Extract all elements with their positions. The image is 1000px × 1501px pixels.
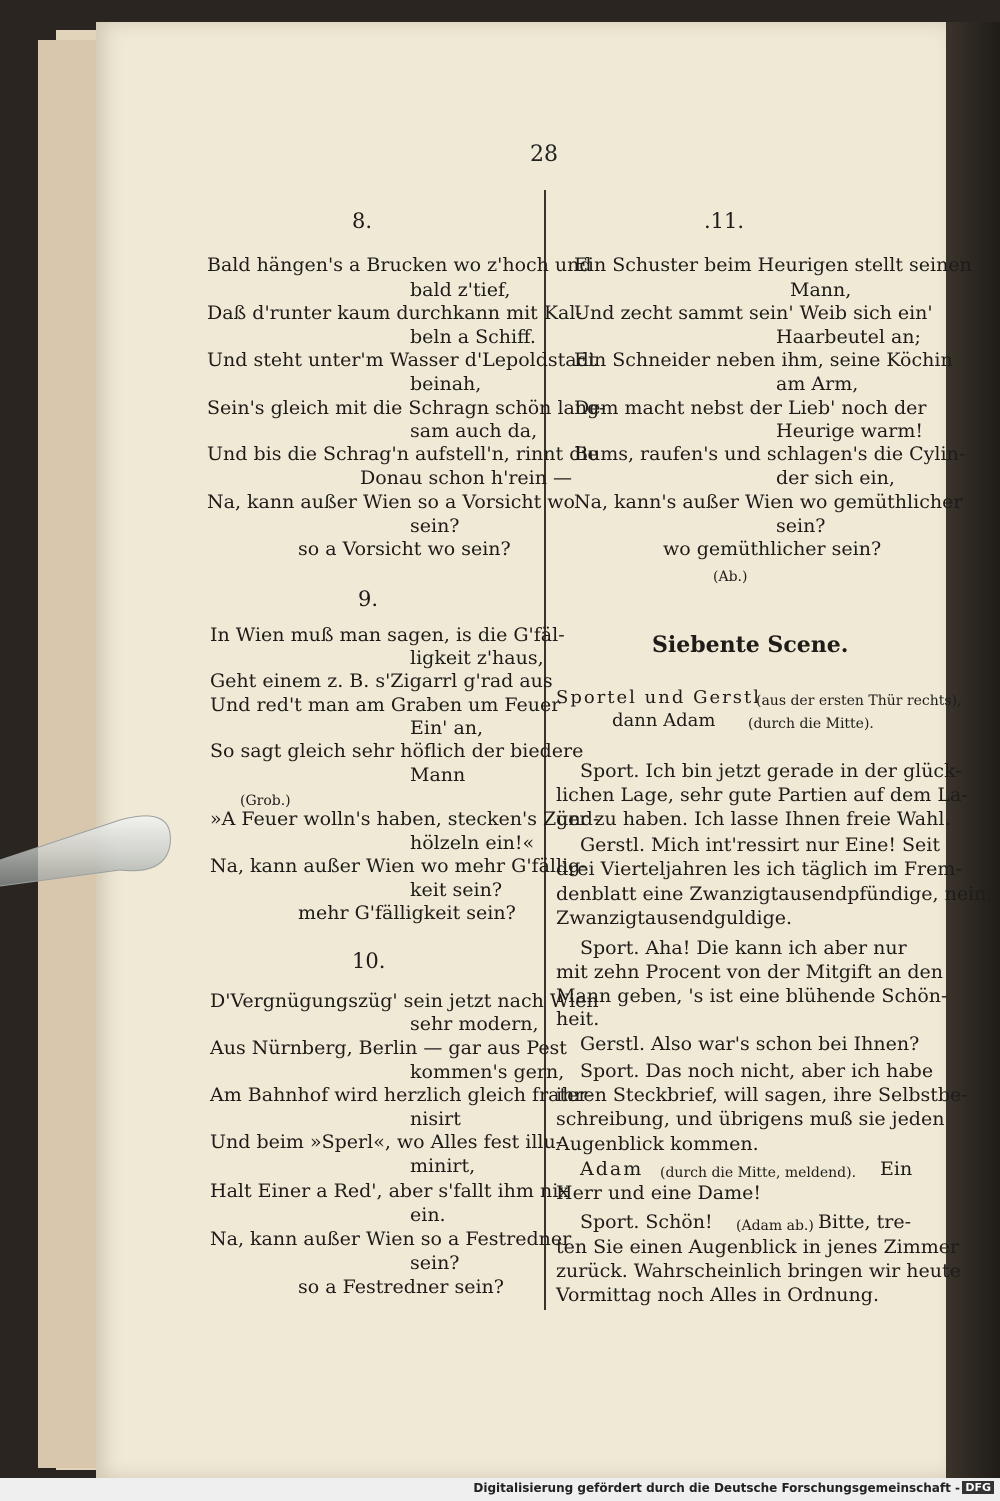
stanza-8-heading: 8. [352,209,373,233]
dialogue-line: Sport. Das noch nicht, aber ich habe [580,1060,934,1082]
verse-line: kommen's gern, [410,1061,565,1083]
verse-line: Mann [410,764,466,786]
verse-line: Daß d'runter kaum durchkann mit Kal- [207,302,582,324]
verse-line: sein? [410,1252,460,1274]
verse-refrain: wo gemüthlicher sein? [663,538,882,560]
footer-credit: Digitalisierung gefördert durch die Deutsche Forschungsgemeinschaft - [473,1481,960,1495]
verse-line: bald z'tief, [410,279,511,301]
plastic-clip-icon [0,800,190,890]
verse-line: keit sein? [410,879,503,901]
verse-line: Ein' an, [410,717,484,739]
dialogue-line: heit. [556,1008,600,1030]
dialogue-line: schreibung, und übrigens muß sie jeden [556,1108,945,1130]
verse-line: Na, kann außer Wien so a Vorsicht wo [207,491,575,513]
dialogue-line: Zwanzigtausendguldige. [556,907,793,929]
verse-line: Mann, [790,279,852,301]
dialogue-line: Vormittag noch Alles in Ordnung. [556,1284,879,1306]
speaker-name: Adam [580,1158,644,1180]
verse-line: Heurige warm! [776,420,923,442]
stage-direction: (Ab.) [713,569,748,585]
verse-line: Haarbeutel an; [776,326,921,348]
verse-line: Geht einem z. B. s'Zigarrl g'rad aus [210,670,553,692]
verse-line: ein. [410,1204,446,1226]
stage-direction: (durch die Mitte, meldend). [660,1165,857,1181]
dialogue-line: denblatt eine Zwanzigtausendpfündige, nein, [556,883,993,905]
verse-line: Ein Schneider neben ihm, seine Köchin [574,349,953,371]
dialogue-line: Sport. Schön! [580,1211,713,1233]
verse-line: Und bis die Schrag'n aufstell'n, rinnt die [207,443,599,465]
verse-line: Bums, raufen's und schlagen's die Cylin- [574,443,966,465]
dialogue-line: ger zu haben. Ich lasse Ihnen freie Wahl. [556,808,951,830]
dfg-logo: DFG [962,1481,994,1494]
dialogue-line: Bitte, tre- [818,1211,912,1233]
dialogue-line: mit zehn Procent von der Mitgift an den [556,961,943,983]
verse-refrain: so a Vorsicht wo sein? [298,538,511,560]
verse-line: sein? [410,515,460,537]
dialogue-line: ten Sie einen Augenblick in jenes Zimmer [556,1236,960,1258]
stanza-10-heading: 10. [352,949,386,973]
verse-line: Donau schon h'rein — [360,467,572,489]
footer-bar [0,1478,1000,1501]
stage-names: Sportel und Gerstl [556,687,761,708]
verse-line: am Arm, [776,373,859,395]
page-number: 28 [530,142,558,167]
verse-line: »A Feuer wolln's haben, stecken's Zünd- [210,808,600,830]
verse-line: Und steht unter'm Wasser d'Lepoldstadt [207,349,597,371]
verse-line: Ein Schuster beim Heurigen stellt seinen [574,254,972,276]
verse-line: sam auch da, [410,420,538,442]
verse-refrain: so a Festredner sein? [298,1276,504,1298]
verse-line: Dem macht nebst der Lieb' noch der [574,397,927,419]
verse-line: ligkeit z'haus, [410,647,544,669]
dialogue-line: ihren Steckbrief, will sagen, ihre Selbstbe- [556,1084,968,1106]
verse-line: Halt Einer a Red', aber s'fallt ihm nix [210,1180,569,1202]
dialogue-line: Herr und eine Dame! [556,1182,761,1204]
verse-line: sehr modern, [410,1013,539,1035]
stage-direction: (durch die Mitte). [748,716,874,732]
stanza-11-heading: .11. [704,209,745,233]
verse-line: beln a Schiff. [410,326,536,348]
verse-line: hölzeln ein!« [410,832,535,854]
verse-line: Na, kann außer Wien wo mehr G'fällig- [210,855,587,877]
dialogue-line: Sport. Ich bin jetzt gerade in der glück- [580,760,962,782]
dialogue-line: lichen Lage, sehr gute Partien auf dem La- [556,784,968,806]
dialogue-line: Gerstl. Mich int'ressirt nur Eine! Seit [580,834,940,856]
verse-line: Na, kann außer Wien so a Festredner [210,1228,572,1250]
dialogue-line: Augenblick kommen. [556,1133,759,1155]
dialogue-line: zurück. Wahrscheinlich bringen wir heute [556,1260,961,1282]
verse-line: Und red't man am Graben um Feuer [210,694,561,716]
verse-line: Na, kann's außer Wien wo gemüthlicher [574,491,963,513]
dialogue-line: drei Vierteljahren les ich täglich im Frem- [556,858,962,880]
dialogue-line: Ein [880,1158,913,1180]
stanza-9-heading: 9. [358,587,379,611]
dialogue-line: Gerstl. Also war's schon bei Ihnen? [580,1033,920,1055]
stage-direction: (Adam ab.) [736,1218,814,1234]
verse-line: minirt, [410,1155,476,1177]
dialogue-line: Sport. Aha! Die kann ich aber nur [580,937,907,959]
verse-line: Sein's gleich mit die Schragn schön lang- [207,397,606,419]
verse-refrain: mehr G'fälligkeit sein? [298,902,516,924]
verse-line: Am Bahnhof wird herzlich gleich frater- [210,1084,594,1106]
stage-names: dann Adam [612,710,716,731]
verse-line: der sich ein, [776,467,895,489]
stage-direction: (Grob.) [240,793,291,809]
verse-line: sein? [776,515,826,537]
verse-line: In Wien muß man sagen, is die G'fäl- [210,624,565,646]
verse-line: Und zecht sammt sein' Weib sich ein' [574,302,933,324]
dialogue-line: Mann geben, 's ist eine blühende Schön- [556,985,948,1007]
stage-direction: (aus der ersten Thür rechts), [756,693,962,709]
verse-line: nisirt [410,1108,461,1130]
verse-line: So sagt gleich sehr höflich der biedere [210,740,584,762]
scene-title: Siebente Scene. [652,632,849,658]
verse-line: Und beim »Sperl«, wo Alles fest illu- [210,1131,563,1153]
verse-line: Bald hängen's a Brucken wo z'hoch und [207,254,592,276]
verse-line: D'Vergnügungszüg' sein jetzt nach Wien [210,990,599,1012]
verse-line: Aus Nürnberg, Berlin — gar aus Pest [210,1037,567,1059]
verse-line: beinah, [410,373,482,395]
